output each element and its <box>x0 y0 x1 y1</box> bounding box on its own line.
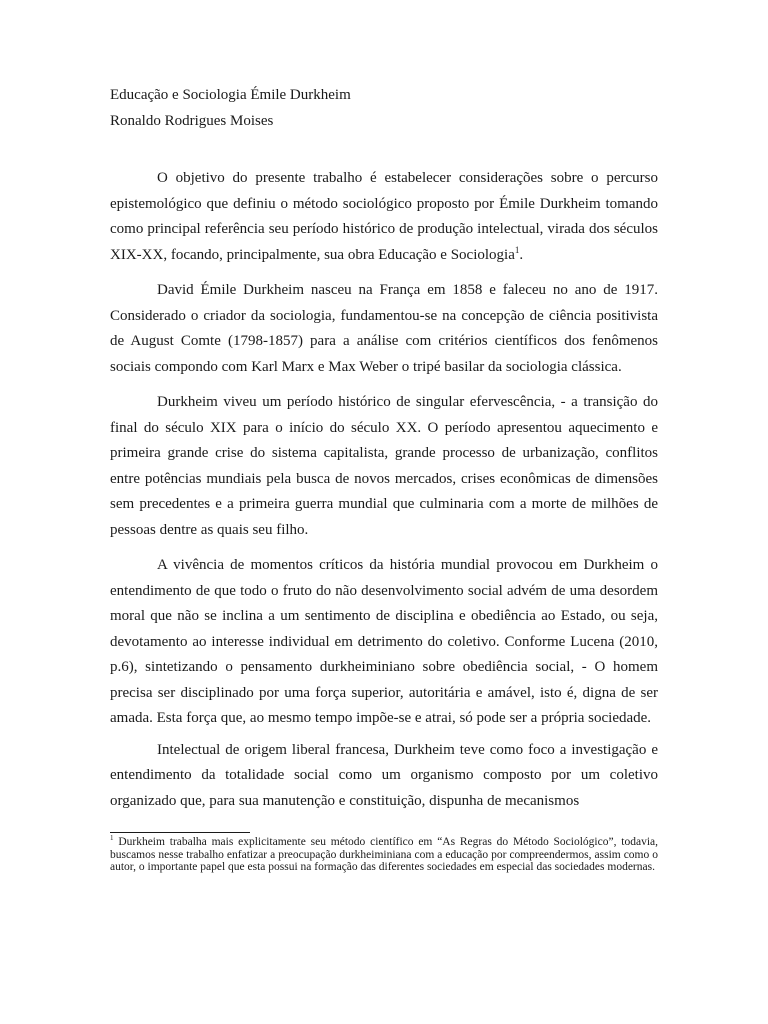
footnote-marker: 1 <box>110 834 114 843</box>
footnote <box>110 836 658 874</box>
footnote-reference[interactable]: 1 <box>514 244 520 255</box>
document-body <box>110 166 658 828</box>
paragraph-moral-order: A vivência de momentos críticos da história mundial provocou em Durkheim o entendimento de que todo o fruto do não desenvolvimento social advém de uma desordem moral que não se inclina a um sentimento de disciplina e obediência ao Estado, ou seja, devotamento ao interesse individual em detrimento do coletivo. Conforme Lucena (2010, p.6), sintetizando o pensamento durkheiminiano sobre obediência social, - O homem precisa ser disciplinado por uma força superior, autoritária e amável, isto é, digna de ser amada. Esta força que, ao mesmo tempo impõe-se e atrai, só pode ser a própria sociedade. <box>110 557 658 726</box>
footnote-text: Durkheim trabalha mais explicitamente seu método científico em “As Regras do Método Sociológico”, todavia, buscamos nesse trabalho enfatizar a preocupação durkheiminiana com a educação por compreendermos, assim como o autor, o importante papel que esta possui na formação das diferentes sociedades em especial das sociedades modernas. <box>110 836 658 873</box>
paragraph-text: O objetivo do presente trabalho é estabelecer considerações sobre o percurso epistemológico que definiu o método sociológico proposto por Émile Durkheim tomando como principal referência seu período histórico de produção intelectual, virada dos séculos XIX-XX, focando, principalmente, sua obra Educação e Sociologia <box>110 170 658 263</box>
document-header <box>110 84 658 132</box>
paragraph-objective <box>110 166 658 268</box>
paragraph-biography: David Émile Durkheim nasceu na França em 1858 e faleceu no ano de 1917. Considerado o criador da sociologia, fundamentou-se na concepção de ciência positivista de August Comte (1798-1857) para a análise com critérios científicos dos fenômenos sociais compondo com Karl Marx e Max Weber o tripé basilar da sociologia clássica. <box>110 282 658 375</box>
document-title: Educação e Sociologia Émile Durkheim <box>110 87 351 103</box>
paragraph-liberal-origin: Intelectual de origem liberal francesa, Durkheim teve como foco a investigação e entendimento da totalidade social como um organismo composto por um coletivo organizado que, para sua manutenção e constituição, dispunha de mecanismos <box>110 741 658 809</box>
document-author: Ronaldo Rodrigues Moises <box>110 113 274 129</box>
paragraph-text-end: . <box>519 246 524 263</box>
paragraph-historical-period: Durkheim viveu um período histórico de singular efervescência, - a transição do final do século XIX para o início do século XX. O período apresentou aquecimento e primeira grande crise do sistema capitalista, grande processo de urbanização, conflitos entre potências mundiais pela busca de novos mercados, crises econômicas de dimensões sem precedentes e a primeira guerra mundial que culminaria com a morte de milhões de pessoas dentre as quais seu filho. <box>110 394 658 538</box>
footnote-divider <box>110 832 250 833</box>
